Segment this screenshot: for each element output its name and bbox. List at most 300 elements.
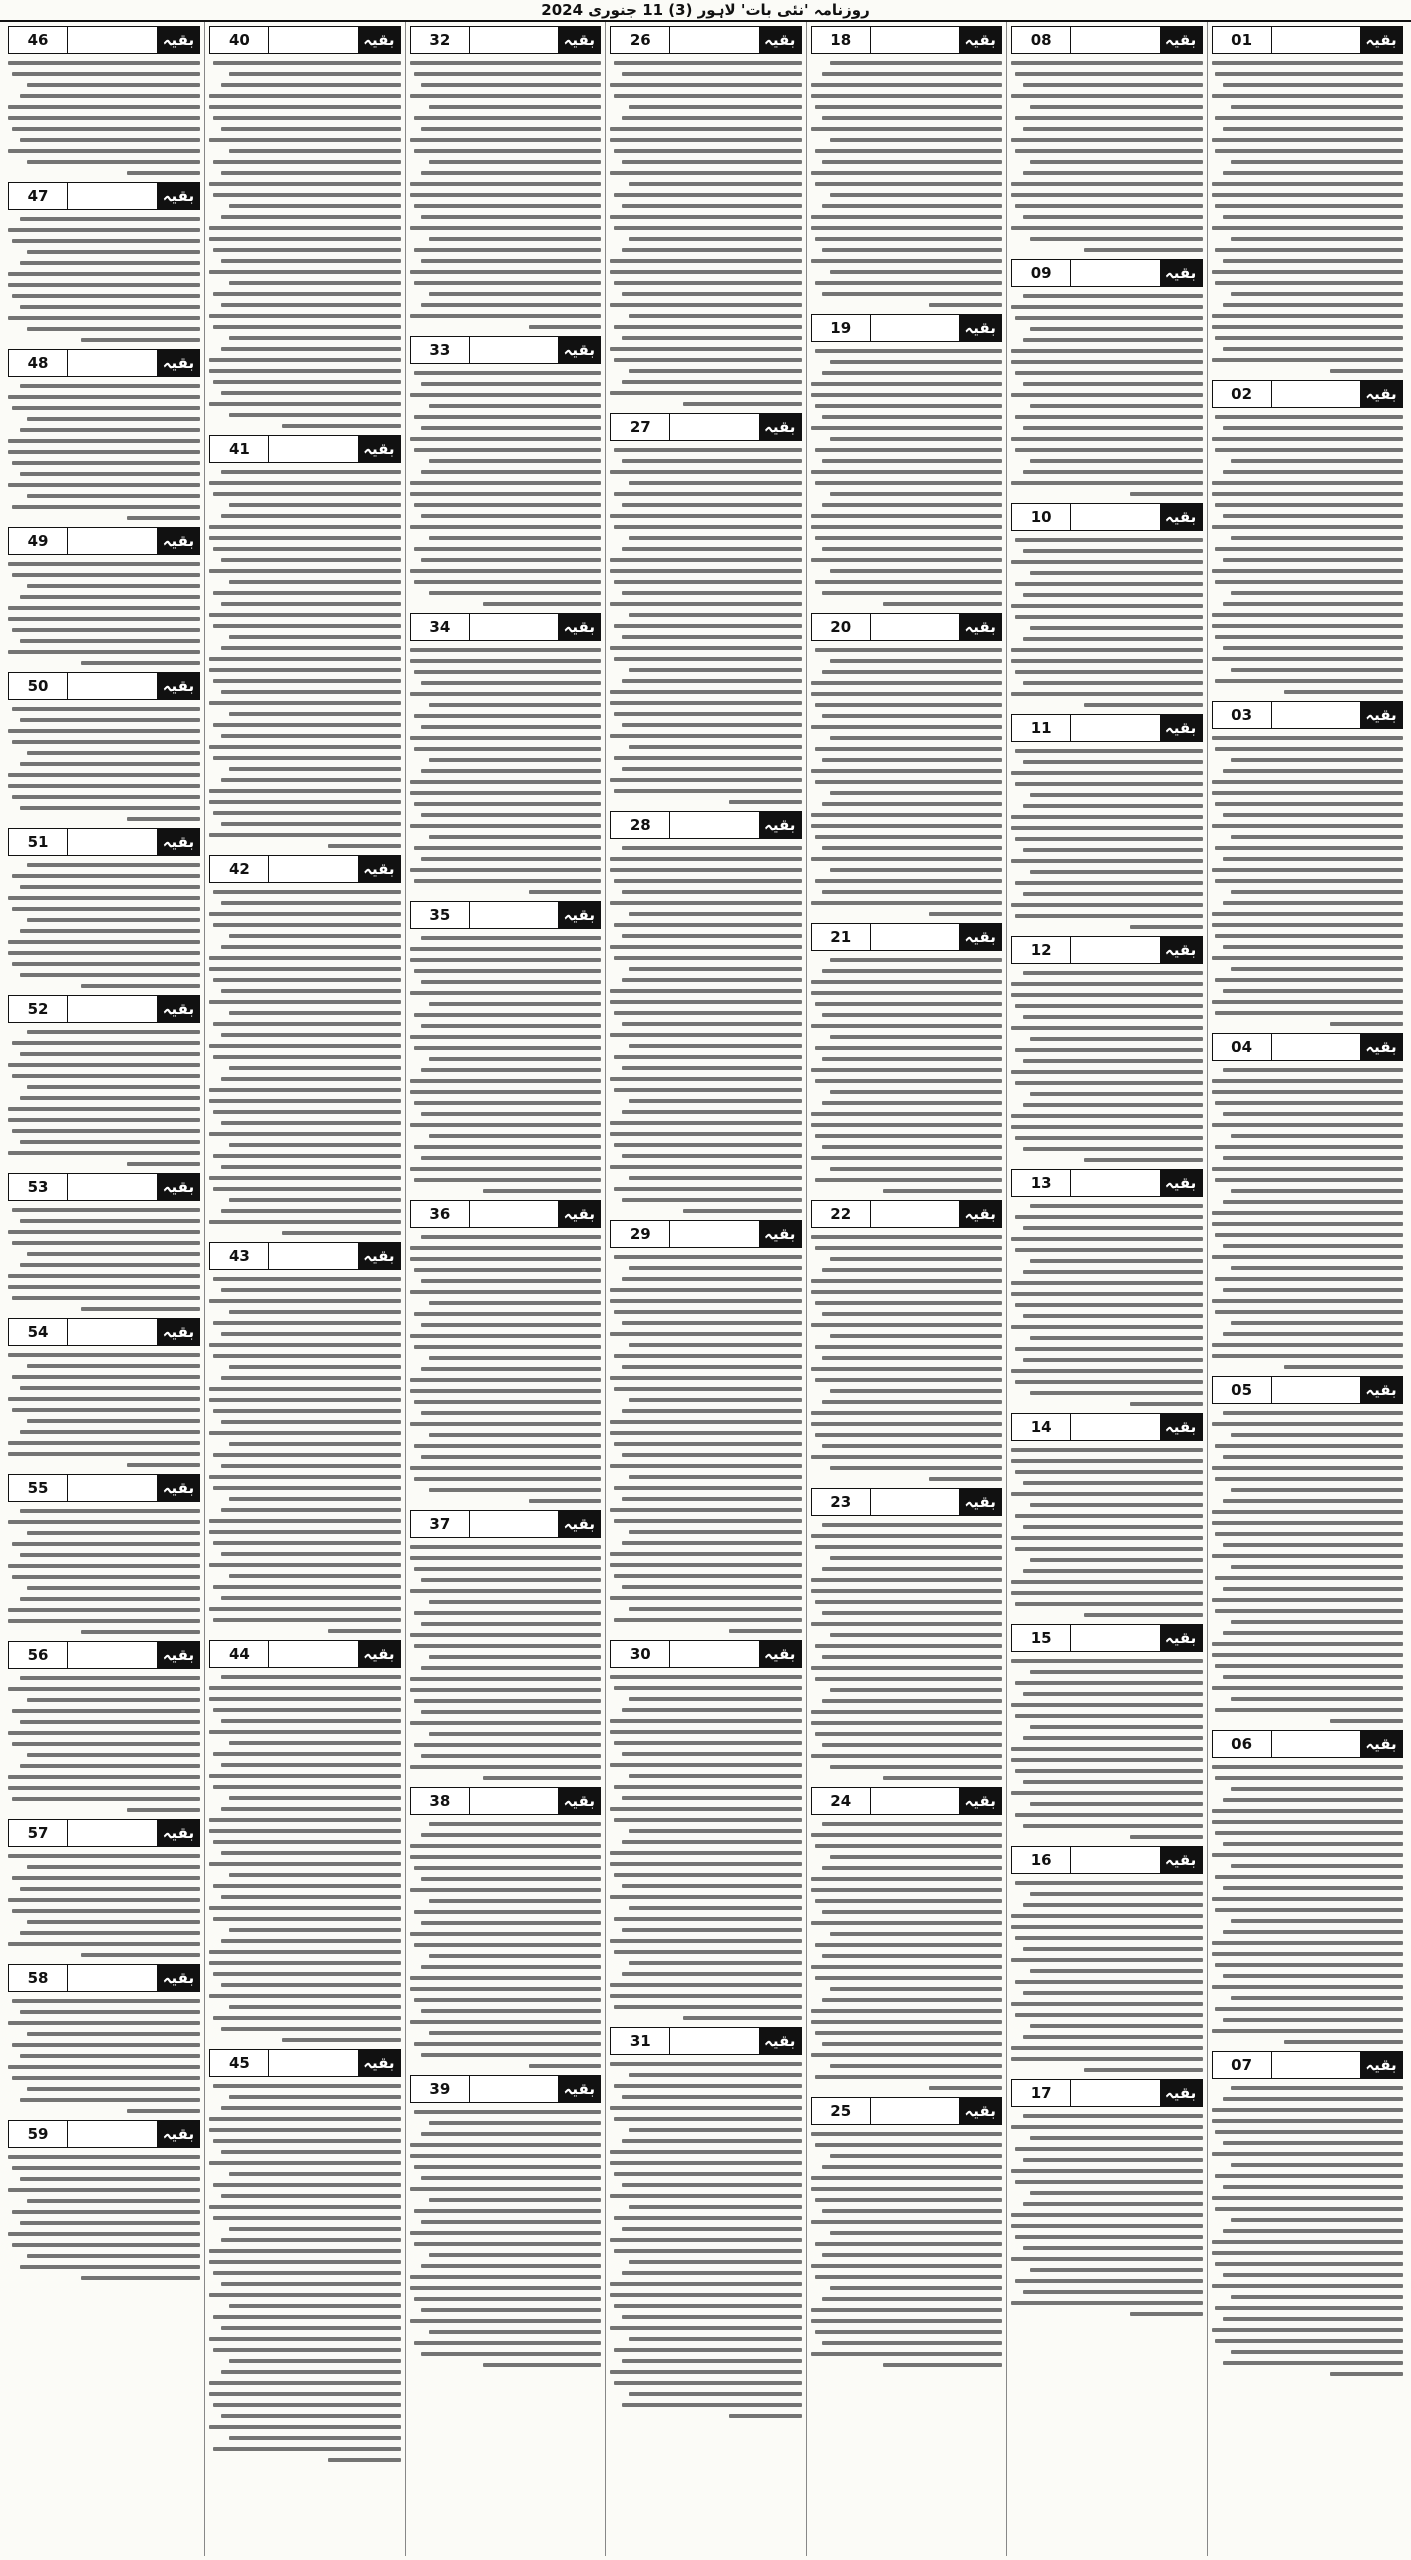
continuation-block <box>610 26 801 406</box>
text-line <box>1030 1558 1202 1562</box>
text-line <box>1011 1237 1202 1241</box>
baqiya-tag: بقیہ <box>157 2121 199 2147</box>
text-line <box>1212 2029 1403 2033</box>
text-line <box>213 116 401 120</box>
continuation-number: 49 <box>9 528 68 554</box>
text-line <box>1223 646 1403 650</box>
text-line <box>20 929 201 933</box>
text-line <box>811 94 1002 98</box>
continuation-number: 29 <box>611 1221 670 1247</box>
text-line <box>1015 448 1203 452</box>
text-line <box>614 1873 802 1877</box>
text-line <box>8 1151 200 1155</box>
continuation-box <box>209 2049 400 2077</box>
article-text <box>209 1675 400 2042</box>
continuation-box <box>8 2120 200 2148</box>
text-line <box>811 171 1002 175</box>
text-line <box>1130 1835 1203 1839</box>
text-line <box>1231 1565 1403 1569</box>
text-line <box>1212 657 1403 661</box>
baqiya-tag: بقیہ <box>1160 260 1202 286</box>
text-line <box>410 991 601 995</box>
text-line <box>811 692 1002 696</box>
article-text <box>8 1676 200 1812</box>
text-line <box>483 1189 602 1193</box>
text-line <box>811 1024 1002 1028</box>
text-line <box>622 934 802 938</box>
text-line <box>414 1046 602 1050</box>
continuation-block <box>209 1242 400 1633</box>
text-line <box>610 2370 801 2374</box>
text-line <box>1015 1881 1203 1885</box>
text-line <box>414 2165 602 2169</box>
baqiya-tag: بقیہ <box>1160 1170 1202 1196</box>
text-line <box>229 2227 401 2231</box>
text-line <box>1231 237 1403 241</box>
continuation-number: 26 <box>611 27 670 53</box>
text-line <box>1212 736 1403 740</box>
text-line <box>822 116 1002 120</box>
text-line <box>20 2054 201 2058</box>
text-line <box>209 701 400 705</box>
text-line <box>811 1068 1002 1072</box>
text-line <box>1011 1659 1202 1663</box>
text-line <box>12 1999 201 2003</box>
text-line <box>1215 503 1403 507</box>
continuation-box <box>209 435 400 463</box>
text-line <box>221 347 401 351</box>
article-text <box>1011 294 1202 496</box>
text-line <box>622 459 802 463</box>
text-line <box>811 901 1002 905</box>
text-line <box>421 1367 601 1371</box>
text-line <box>1023 1824 1203 1828</box>
text-line <box>811 558 1002 562</box>
article-text <box>1011 538 1202 707</box>
text-line <box>811 1721 1002 1725</box>
text-line <box>20 1887 201 1891</box>
article-text <box>811 1822 1002 2090</box>
continuation-number: 28 <box>611 812 670 838</box>
text-line <box>811 1965 1002 1969</box>
text-line <box>1011 437 1202 441</box>
continuation-box <box>610 413 801 441</box>
text-line <box>12 2043 201 2047</box>
text-line <box>1215 1776 1403 1780</box>
text-line <box>1023 294 1203 298</box>
text-line <box>815 1134 1003 1138</box>
text-line <box>830 1932 1002 1936</box>
text-line <box>629 2205 801 2209</box>
text-line <box>20 1676 201 1680</box>
text-line <box>1212 1090 1403 1094</box>
text-line <box>410 947 601 951</box>
article-text <box>610 1255 801 1633</box>
text-line <box>811 2187 1002 2191</box>
text-line <box>1011 138 1202 142</box>
text-line <box>229 712 401 716</box>
text-line <box>815 2075 1003 2079</box>
text-line <box>1231 967 1403 971</box>
baqiya-tag: بقیہ <box>558 1511 600 1537</box>
text-line <box>209 2128 400 2132</box>
text-line <box>221 2326 401 2330</box>
text-line <box>929 303 1002 307</box>
text-line <box>529 325 602 329</box>
text-line <box>421 1877 601 1881</box>
text-line <box>815 1976 1003 1980</box>
text-line <box>614 1187 802 1191</box>
text-line <box>1212 780 1403 784</box>
text-line <box>414 448 602 452</box>
text-line <box>1231 1919 1403 1923</box>
text-line <box>1215 1277 1403 1281</box>
text-line <box>209 1176 400 1180</box>
baqiya-tag: بقیہ <box>157 528 199 554</box>
text-line <box>610 646 801 650</box>
continuation-box <box>1011 1413 1202 1441</box>
text-line <box>629 1176 801 1180</box>
continuation-block <box>209 435 400 848</box>
text-line <box>229 1011 401 1015</box>
text-line <box>815 536 1003 540</box>
text-line <box>622 2403 802 2407</box>
text-line <box>610 1332 801 1336</box>
text-line <box>209 1088 400 1092</box>
text-line <box>213 1055 401 1059</box>
baqiya-tag: بقیہ <box>358 436 400 462</box>
text-line <box>1023 637 1203 641</box>
text-line <box>410 2286 601 2290</box>
continuation-number: 08 <box>1012 27 1071 53</box>
text-line <box>8 1731 200 1735</box>
baqiya-tag: بقیہ <box>759 1641 801 1667</box>
text-line <box>1023 2246 1203 2250</box>
text-line <box>410 525 601 529</box>
text-line <box>414 1611 602 1615</box>
text-line <box>429 1488 601 1492</box>
text-line <box>830 1257 1002 1261</box>
text-line <box>614 1917 802 1921</box>
text-line <box>209 745 400 749</box>
article-text <box>209 1277 400 1633</box>
text-line <box>1215 1875 1403 1879</box>
text-line <box>1023 1736 1203 1740</box>
text-line <box>1212 2251 1403 2255</box>
continuation-box <box>1011 26 1202 54</box>
text-line <box>629 2337 801 2341</box>
text-line <box>213 2271 401 2275</box>
article-text <box>410 648 601 894</box>
text-line <box>209 2205 400 2209</box>
text-line <box>213 923 401 927</box>
continuation-box <box>1011 1846 1202 1874</box>
text-line <box>1223 558 1403 562</box>
text-line <box>830 1090 1002 1094</box>
text-line <box>414 969 602 973</box>
text-line <box>213 591 401 595</box>
text-line <box>213 193 401 197</box>
continuation-block <box>8 26 200 175</box>
continuation-box <box>811 923 1002 951</box>
text-line <box>20 1509 201 1513</box>
text-line <box>213 1154 401 1158</box>
text-line <box>229 2172 401 2176</box>
text-line <box>811 514 1002 518</box>
text-line <box>830 791 1002 795</box>
text-line <box>221 171 401 175</box>
text-line <box>209 2425 400 2429</box>
text-line <box>429 160 601 164</box>
text-line <box>410 1257 601 1261</box>
text-line <box>414 1477 602 1481</box>
text-line <box>929 2086 1002 2090</box>
text-line <box>1212 1521 1403 1525</box>
text-line <box>1011 1459 1202 1463</box>
text-line <box>414 747 602 751</box>
text-line <box>229 1365 401 1369</box>
text-line <box>622 292 802 296</box>
text-line <box>830 659 1002 663</box>
text-line <box>410 1932 601 1936</box>
text-line <box>629 1829 801 1833</box>
text-line <box>414 72 602 76</box>
text-line <box>629 745 801 749</box>
text-line <box>209 1299 400 1303</box>
text-line <box>414 248 602 252</box>
text-line <box>8 450 200 454</box>
text-line <box>221 1077 401 1081</box>
text-line <box>614 525 802 529</box>
text-line <box>822 2341 1002 2345</box>
text-line <box>221 1209 401 1213</box>
text-line <box>209 2161 400 2165</box>
text-line <box>1011 903 1202 907</box>
text-line <box>830 360 1002 364</box>
text-line <box>410 1721 601 1725</box>
text-line <box>1023 426 1203 430</box>
text-line <box>1223 857 1403 861</box>
text-line <box>229 635 401 639</box>
continuation-block <box>209 2049 400 2462</box>
text-line <box>421 382 601 386</box>
text-line <box>410 958 601 962</box>
text-line <box>614 1785 802 1789</box>
text-line <box>429 105 601 109</box>
baqiya-tag: بقیہ <box>558 2076 600 2102</box>
text-line <box>429 2198 601 2202</box>
continuation-block <box>1212 380 1403 694</box>
text-line <box>614 193 802 197</box>
baqiya-tag: بقیہ <box>157 183 199 209</box>
text-line <box>622 635 802 639</box>
text-line <box>822 1145 1002 1149</box>
text-line <box>629 2260 801 2264</box>
text-line <box>8 1353 200 1357</box>
text-line <box>1212 1167 1403 1171</box>
text-line <box>815 2198 1003 2202</box>
article-text <box>410 2110 601 2367</box>
continuation-box <box>209 1640 400 1668</box>
text-line <box>421 857 601 861</box>
text-line <box>1015 1215 1203 1219</box>
text-line <box>1212 1642 1403 1646</box>
text-line <box>622 248 802 252</box>
text-line <box>622 890 802 894</box>
text-line <box>8 650 200 654</box>
text-line <box>12 2243 201 2247</box>
text-line <box>1011 2057 1202 2061</box>
text-line <box>1215 1145 1403 1149</box>
text-line <box>822 371 1002 375</box>
text-line <box>1212 824 1403 828</box>
text-line <box>8 1118 200 1122</box>
text-line <box>1223 1200 1403 1204</box>
text-line <box>221 1895 401 1899</box>
text-line <box>209 1132 400 1136</box>
text-line <box>1030 1092 1202 1096</box>
text-line <box>8 1274 200 1278</box>
text-line <box>815 580 1003 584</box>
text-line <box>1212 1299 1403 1303</box>
text-line <box>629 314 801 318</box>
text-line <box>12 1797 201 1801</box>
text-line <box>1223 215 1403 219</box>
text-line <box>421 215 601 219</box>
text-line <box>1011 1703 1202 1707</box>
continuation-block <box>610 1220 801 1633</box>
text-line <box>811 1290 1002 1294</box>
text-line <box>429 835 601 839</box>
text-line <box>529 890 602 894</box>
text-line <box>1023 1314 1203 1318</box>
text-line <box>811 259 1002 263</box>
text-line <box>213 2183 401 2187</box>
text-line <box>1030 870 1202 874</box>
text-line <box>614 2348 802 2352</box>
text-line <box>421 681 601 685</box>
text-line <box>421 426 601 430</box>
text-line <box>622 2139 802 2143</box>
text-line <box>414 2209 602 2213</box>
text-line <box>8 940 200 944</box>
text-line <box>1215 1576 1403 1580</box>
article-text <box>8 61 200 175</box>
text-line <box>209 657 400 661</box>
text-line <box>229 2359 401 2363</box>
text-line <box>614 879 802 883</box>
text-line <box>12 1909 201 1913</box>
continuation-block <box>410 901 601 1193</box>
text-line <box>622 1972 802 1976</box>
text-line <box>209 105 400 109</box>
text-line <box>1030 2191 1202 2195</box>
text-line <box>811 2009 1002 2013</box>
text-line <box>8 395 200 399</box>
continuation-number: 27 <box>611 414 670 440</box>
text-line <box>1223 901 1403 905</box>
text-line <box>830 569 1002 573</box>
continuation-block <box>209 26 400 428</box>
text-line <box>811 1921 1002 1925</box>
text-line <box>815 2330 1003 2334</box>
continuation-number: 39 <box>411 2076 470 2102</box>
continuation-block <box>1011 259 1202 496</box>
text-line <box>629 1266 801 1270</box>
text-line <box>8 105 200 109</box>
masthead: روزنامہ 'نئی بات' لاہور (3) 11 جنوری 2024 <box>0 0 1411 22</box>
text-line <box>8 2065 200 2069</box>
text-line <box>1215 580 1403 584</box>
text-line <box>12 1575 201 1579</box>
text-line <box>209 1398 400 1402</box>
continuation-number: 52 <box>9 996 68 1022</box>
text-line <box>822 714 1002 718</box>
text-line <box>221 602 401 606</box>
text-line <box>729 1629 802 1633</box>
baqiya-tag: بقیہ <box>157 829 199 855</box>
text-line <box>622 1497 802 1501</box>
text-line <box>1212 1079 1403 1083</box>
text-line <box>221 259 401 263</box>
text-line <box>81 1307 200 1311</box>
text-line <box>209 94 400 98</box>
text-line <box>229 767 401 771</box>
article-text <box>1212 1765 1403 2044</box>
text-line <box>1030 571 1202 575</box>
text-line <box>127 516 200 520</box>
continuation-block <box>1011 503 1202 707</box>
text-line <box>209 956 400 960</box>
text-line <box>614 1486 802 1490</box>
text-line <box>8 2021 200 2025</box>
text-line <box>610 945 801 949</box>
text-line <box>1215 1011 1403 1015</box>
text-line <box>1212 226 1403 230</box>
text-line <box>213 1110 401 1114</box>
text-line <box>213 811 401 815</box>
text-line <box>1212 1653 1403 1657</box>
text-line <box>1223 2097 1403 2101</box>
continuation-box <box>1011 503 1202 531</box>
text-line <box>529 2064 602 2068</box>
text-line <box>209 2381 400 2385</box>
text-line <box>822 1866 1002 1870</box>
continuation-box <box>8 182 200 210</box>
text-line <box>1015 2279 1203 2283</box>
text-line <box>1223 1499 1403 1503</box>
text-line <box>729 800 802 804</box>
article-text <box>1212 1411 1403 1723</box>
text-line <box>221 646 401 650</box>
text-line <box>1023 971 1203 975</box>
text-line <box>12 461 201 465</box>
baqiya-tag: بقیہ <box>558 337 600 363</box>
text-line <box>1030 1037 1202 1041</box>
text-line <box>1223 945 1403 949</box>
text-line <box>1084 1158 1203 1162</box>
text-line <box>209 912 400 916</box>
text-line <box>1212 94 1403 98</box>
text-line <box>209 1220 400 1224</box>
text-line <box>1023 1103 1203 1107</box>
text-line <box>221 1719 401 1723</box>
text-line <box>811 2308 1002 2312</box>
text-line <box>221 1552 401 1556</box>
text-line <box>429 1732 601 1736</box>
text-line <box>213 1277 401 1281</box>
text-line <box>1215 978 1403 982</box>
